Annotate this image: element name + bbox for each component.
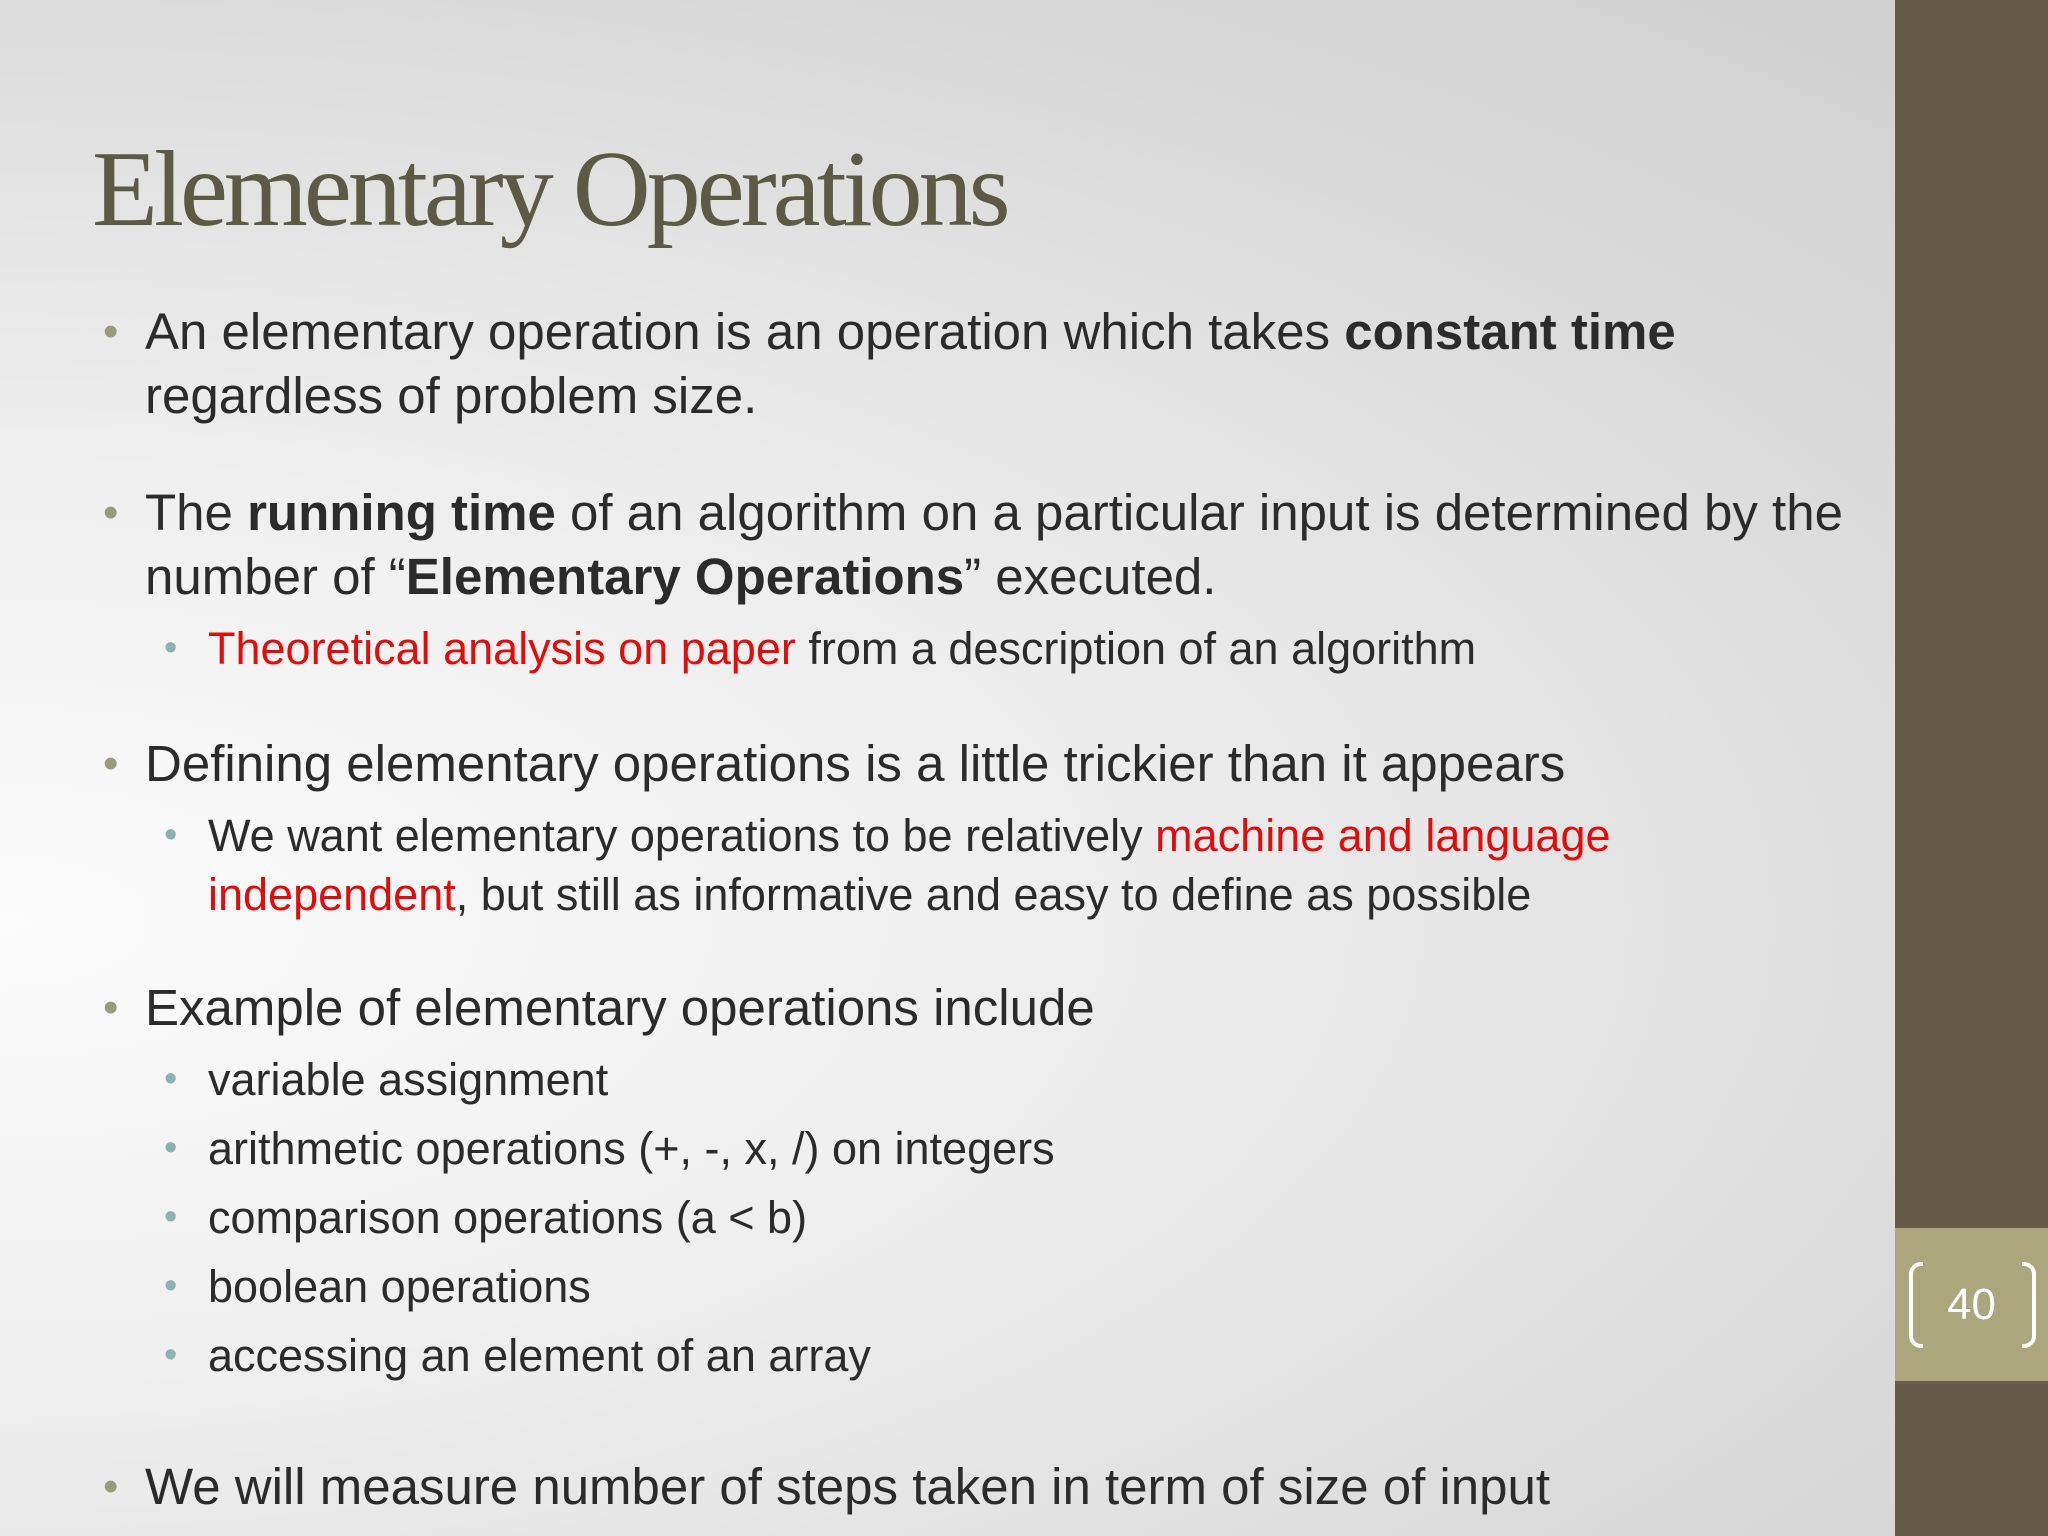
page-number-box bbox=[1895, 1228, 2048, 1381]
sub-bullet-text: from a description of an algorithm bbox=[795, 623, 1477, 674]
bullet-bold-text: Elementary Operations bbox=[405, 548, 965, 605]
bullet-text: Defining elementary operations is a little trickier than it appears bbox=[145, 735, 1566, 792]
highlight-text: Theoretical analysis on paper bbox=[208, 623, 796, 674]
bullet-text: An elementary operation is an operation which takes bbox=[145, 303, 1345, 360]
list-item-text: arithmetic operations (+, -, x, /) on integers bbox=[208, 1123, 1055, 1174]
bullet-text: We will measure number of steps taken in term of size of input bbox=[145, 1458, 1551, 1515]
bullet-icon: • bbox=[103, 739, 119, 788]
list-item-text: comparison operations (a < b) bbox=[208, 1192, 808, 1243]
bullet-icon: • bbox=[103, 307, 119, 356]
bullet-icon: • bbox=[103, 488, 119, 537]
sub-bullet-independent bbox=[164, 806, 1878, 924]
list-item bbox=[164, 1050, 1878, 1109]
bullet-icon: • bbox=[103, 983, 119, 1032]
bullet-bold-text: running time bbox=[247, 484, 556, 541]
list-item bbox=[164, 1119, 1878, 1178]
bullet-text: ” executed. bbox=[964, 548, 1217, 605]
bullet-running-time bbox=[103, 481, 1885, 609]
bullet-icon: • bbox=[103, 1462, 119, 1511]
page-number: 40 bbox=[1947, 1280, 1996, 1329]
sub-bullet-text: We want elementary operations to be relatively bbox=[208, 810, 1156, 861]
sub-bullet-icon: • bbox=[164, 1196, 178, 1238]
sub-bullet-icon: • bbox=[164, 1058, 178, 1100]
bullet-bold-text: constant time bbox=[1344, 303, 1676, 360]
bullet-text: Example of elementary operations include bbox=[145, 979, 1095, 1036]
sub-bullet-icon: • bbox=[164, 1265, 178, 1307]
bullet-constant-time bbox=[103, 300, 1885, 428]
list-item bbox=[164, 1257, 1878, 1316]
sub-bullet-text: , but still as informative and easy to define as possible bbox=[455, 869, 1532, 920]
bullet-defining bbox=[103, 732, 1885, 796]
bullet-measure-steps bbox=[103, 1455, 1885, 1519]
slide-title: Elementary Operations bbox=[92, 130, 1007, 249]
list-item-text: accessing an element of an array bbox=[208, 1330, 871, 1381]
bullet-text: regardless of problem size. bbox=[145, 367, 758, 424]
sub-bullet-icon: • bbox=[164, 814, 178, 856]
list-item bbox=[164, 1188, 1878, 1247]
highlight-text: machine and language independent bbox=[208, 810, 1611, 920]
bullet-text: The bbox=[145, 484, 248, 541]
sub-bullet-icon: • bbox=[164, 627, 178, 669]
list-item bbox=[164, 1326, 1878, 1385]
sub-bullet-icon: • bbox=[164, 1334, 178, 1376]
list-item-text: boolean operations bbox=[208, 1261, 591, 1312]
sub-bullet-icon: • bbox=[164, 1127, 178, 1169]
sub-bullet-theoretical bbox=[164, 619, 1878, 678]
bullet-examples bbox=[103, 976, 1885, 1040]
list-item-text: variable assignment bbox=[208, 1054, 609, 1105]
bullet-text: of an algorithm on a particular input is determined by the number of “ bbox=[145, 484, 1843, 605]
